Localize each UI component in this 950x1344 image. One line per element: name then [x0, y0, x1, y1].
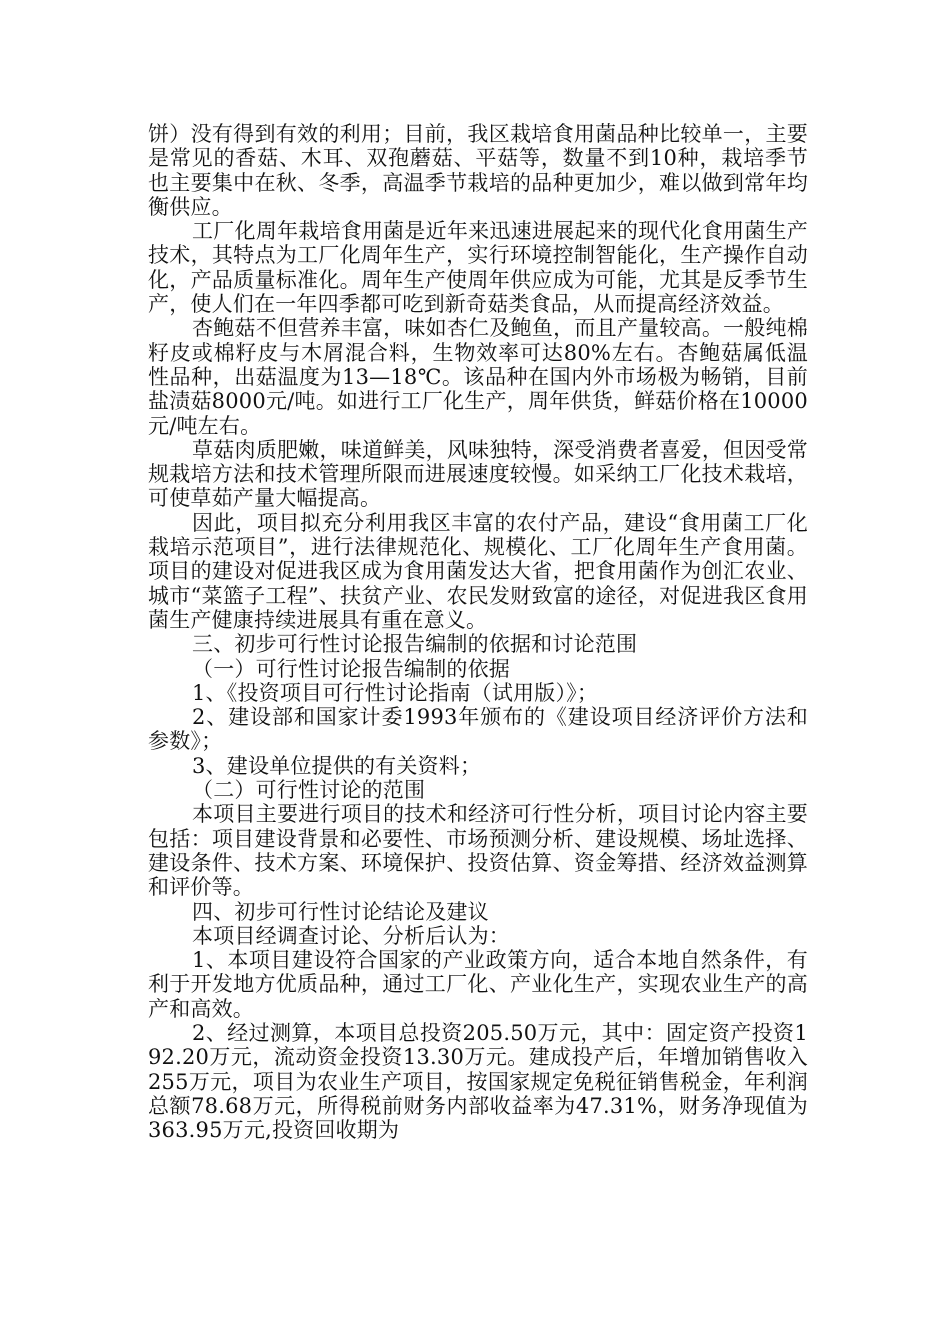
subsection-heading-basis: （一）可行性讨论报告编制的依据 — [192, 656, 510, 681]
section-heading-conclusions: 四、初步可行性讨论结论及建议 — [192, 899, 489, 924]
paragraph-cultivation-status: 饼）没有得到有效的利用；目前，我区栽培食用菌品种比较单一，主要是常见的香菇、木耳、双孢蘑菇、平菇等，数量不到10种，栽培季节也主要集中在秋、冬季，高温季节栽培的品种更加少，难以做到常年均衡供应。 — [148, 122, 808, 219]
list-item-basis-2: 2、建设部和国家计委1993年颁布的《建设项目经济评价方法和参数》； — [148, 705, 808, 754]
list-item-conclusion-1: 1、本项目建设符合国家的产业政策方向，适合本地自然条件，有利于开发地方优质品种，通过工厂化、产业化生产，实现农业生产的高产和高效。 — [148, 948, 808, 1021]
paragraph-project-purpose: 因此，项目拟充分利用我区丰富的农付产品，建设“食用菌工厂化栽培示范项目”，进行法律规范化、规模化、工厂化周年生产食用菌。项目的建设对促进我区成为食用菌发达大省，把食用菌作为创汇农业、城市“菜篮子工程”、扶贫产业、农民发财致富的途径，对促进我区食用菌生产健康持续进展具有重在意义。 — [148, 510, 808, 632]
paragraph-scope-content: 本项目主要进行项目的技术和经济可行性分析，项目讨论内容主要包括：项目建设背景和必要性、市场预测分析、建设规模、场址选择、建设条件、技术方案、环境保护、投资估算、资金筹措、经济效益测算和评价等。 — [148, 802, 808, 900]
paragraph-conclusion-intro: 本项目经调查讨论、分析后认为： — [192, 923, 510, 948]
paragraph-factory-cultivation: 工厂化周年栽培食用菌是近年来迅速进展起来的现代化食用菌生产技术，其特点为工厂化周年生产，实行环境控制智能化，生产操作自动化，产品质量标准化。周年生产使周年供应成为可能，尤其是反季节生产，使人们在一年四季都可吃到新奇菇类食品，从而提高经济效益。 — [148, 219, 808, 317]
section-heading-basis-and-scope: 三、初步可行性讨论报告编制的依据和讨论范围 — [192, 632, 638, 657]
subsection-heading-scope: （二）可行性讨论的范围 — [192, 778, 426, 803]
paragraph-straw-mushroom: 草菇肉质肥嫩，味道鲜美，风味独特，深受消费者喜爱，但因受常规栽培方法和技术管理所限而进展速度较慢。如采纳工厂化技术栽培，可使草茹产量大幅提高。 — [148, 437, 808, 511]
list-item-basis-3: 3、建设单位提供的有关资料； — [192, 753, 482, 778]
list-item-basis-1: 1、《投资项目可行性讨论指南（试用版）》； — [192, 680, 599, 705]
document-page — [148, 122, 808, 1142]
list-item-conclusion-2: 2、经过测算，本项目总投资205.50万元，其中：固定资产投资192.20万元，流动资金投资13.30万元。建成投产后，年增加销售收入255万元，项目为农业生产项目，按国家规定免税征销售税金，年利润总额78.68万元，所得税前财务内部收益率为47.31%，财务净现值为363.95万元,投资回收期为 — [148, 1020, 808, 1143]
paragraph-king-oyster-mushroom: 杏鲍菇不但营养丰富，味如杏仁及鲍鱼，而且产量较高。一般纯棉籽皮或棉籽皮与木屑混合料，生物效率可达80%左右。杏鲍菇属低温性品种，出菇温度为13—18℃。该品种在国内外市场极为畅销，目前盐渍菇8000元/吨。如进行工厂化生产，周年供货，鲜菇价格在10000元/吨左右。 — [148, 316, 808, 438]
